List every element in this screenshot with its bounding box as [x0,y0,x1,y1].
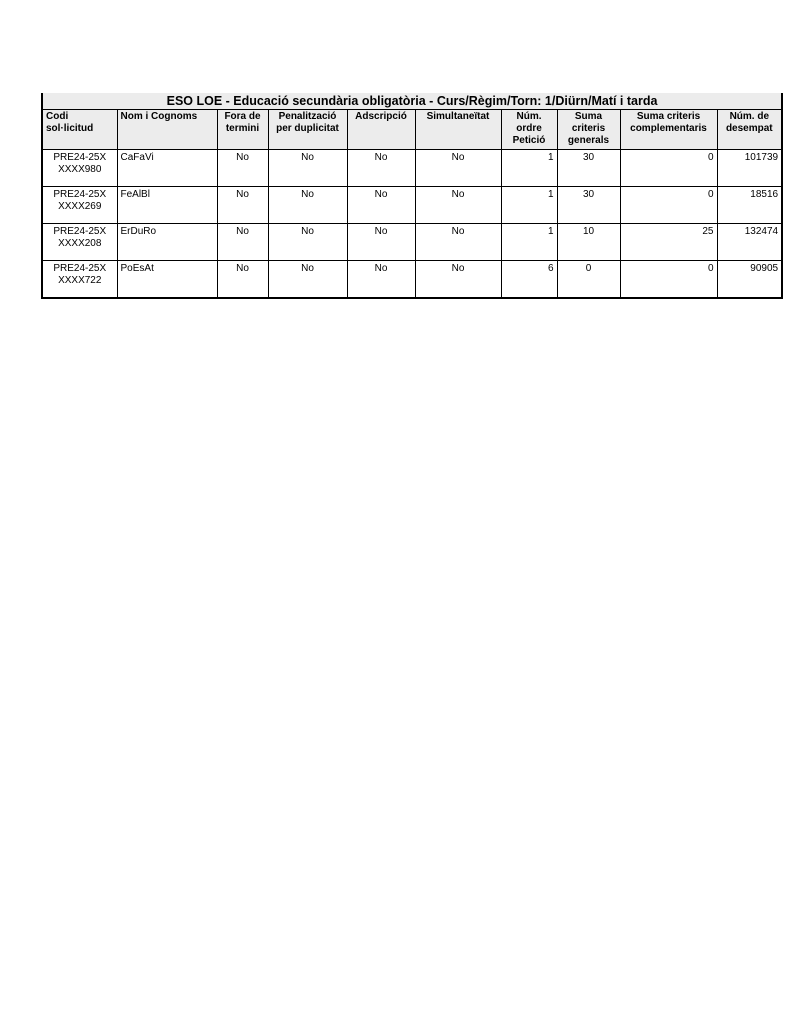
cell-simultaneitat: No [415,224,501,261]
header-row [42,110,782,150]
cell-criteris-complementaris: 25 [620,224,717,261]
cell-nom: FeAlBl [117,187,217,224]
cell-adscripcio: No [347,261,415,299]
cell-fora-termini: No [217,187,268,224]
cell-codi: PRE24-25XXXXX269 [42,187,117,224]
cell-penalitzacio: No [268,224,347,261]
cell-penalitzacio: No [268,150,347,187]
header-criteris-complementaris: Suma criteris complementaris [620,110,717,150]
cell-nom: CaFaVi [117,150,217,187]
table-row [42,261,782,299]
table-title: ESO LOE - Educació secundària obligatòria - Curs/Règim/Torn: 1/Diürn/Matí i tarda [42,93,782,110]
header-nom: Nom i Cognoms [117,110,217,150]
cell-fora-termini: No [217,150,268,187]
header-simultaneitat: Simultaneïtat [415,110,501,150]
cell-criteris-complementaris: 0 [620,261,717,299]
table-row [42,150,782,187]
cell-criteris-complementaris: 0 [620,187,717,224]
cell-adscripcio: No [347,187,415,224]
cell-criteris-generals: 30 [557,187,620,224]
cell-fora-termini: No [217,261,268,299]
header-desempat: Núm. de desempat [717,110,782,150]
header-fora-termini: Fora de termini [217,110,268,150]
header-adscripcio: Adscripció [347,110,415,150]
cell-criteris-generals: 30 [557,150,620,187]
header-criteris-generals: Suma criteris generals [557,110,620,150]
cell-nom: PoEsAt [117,261,217,299]
cell-simultaneitat: No [415,150,501,187]
cell-penalitzacio: No [268,261,347,299]
cell-criteris-generals: 0 [557,261,620,299]
cell-ordre-peticio: 1 [501,187,557,224]
cell-simultaneitat: No [415,261,501,299]
header-codi: Codi sol·licitud [42,110,117,150]
cell-desempat: 132474 [717,224,782,261]
cell-criteris-complementaris: 0 [620,150,717,187]
results-table [41,93,783,299]
cell-penalitzacio: No [268,187,347,224]
cell-desempat: 101739 [717,150,782,187]
cell-criteris-generals: 10 [557,224,620,261]
cell-ordre-peticio: 1 [501,224,557,261]
cell-codi: PRE24-25XXXXX980 [42,150,117,187]
cell-ordre-peticio: 6 [501,261,557,299]
cell-nom: ErDuRo [117,224,217,261]
header-ordre-peticio: Núm. ordre Petició [501,110,557,150]
table-row [42,224,782,261]
cell-simultaneitat: No [415,187,501,224]
cell-adscripcio: No [347,224,415,261]
cell-adscripcio: No [347,150,415,187]
cell-fora-termini: No [217,224,268,261]
cell-codi: PRE24-25XXXXX208 [42,224,117,261]
cell-desempat: 90905 [717,261,782,299]
results-sheet [41,93,781,299]
cell-ordre-peticio: 1 [501,150,557,187]
table-row [42,187,782,224]
cell-desempat: 18516 [717,187,782,224]
cell-codi: PRE24-25XXXXX722 [42,261,117,299]
header-penalitzacio: Penalització per duplicitat [268,110,347,150]
